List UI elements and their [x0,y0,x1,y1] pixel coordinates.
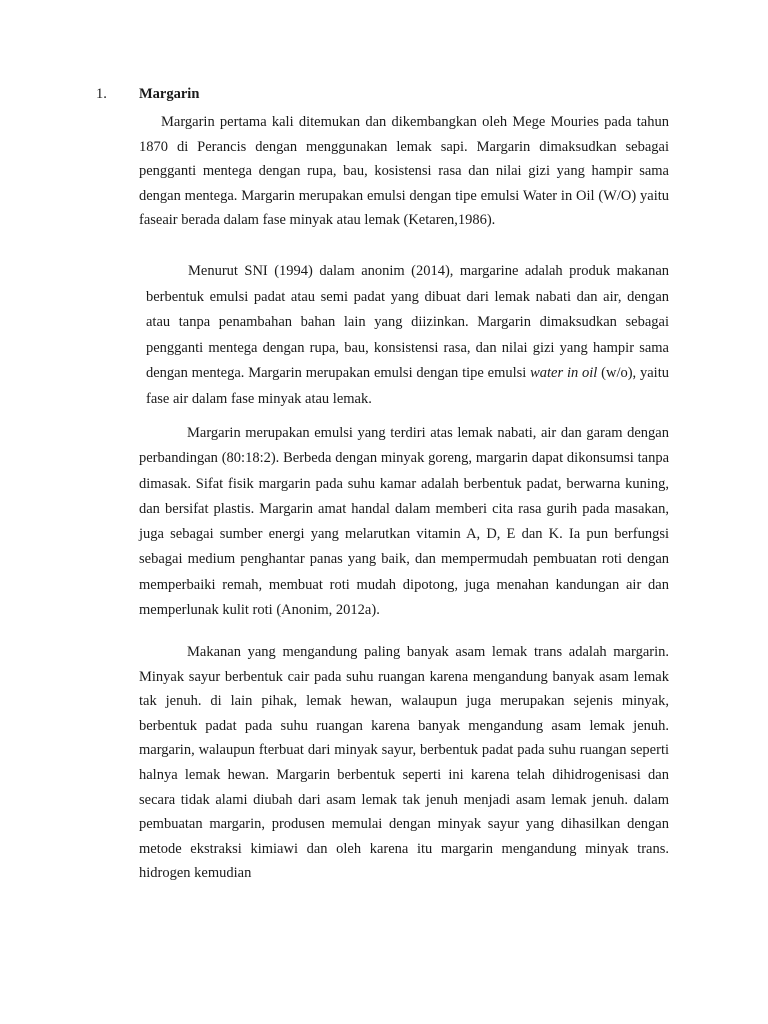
paragraph-definition-end: (w/o), yaitu fase air dalam fase minyak atau lemak. [146,365,669,407]
paragraph-definition-text: Menurut SNI (1994) dalam anonim (2014), margarine adalah produk makanan berbentuk emulsi padat atau semi padat yang dibuat dari lemak nabati dan air, dengan atau tanpa penambahan bahan lain yang diizinkan. Margarin dimaksudkan sebagai pengganti mentega dengan rupa, bau, konsistensi rasa, dan nilai gizi yang hampir sama dengan mentega. Margarin merupakan emulsi dengan tipe emulsi [146,263,669,381]
paragraph-composition: Margarin merupakan emulsi yang terdiri atas lemak nabati, air dan garam dengan perbandingan (80:18:2). Berbeda dengan minyak goreng, margarin dapat dikonsumsi tanpa dimasak. Sifat fisik margarin pada suhu kamar adalah berbentuk padat, berwarna kuning, dan bersifat plastis. Margarin amat handal dalam memberi cita rasa gurih pada masakan, juga sebagai sumber energi yang melarutkan vitamin A, D, E dan K. Ia pun berfungsi sebagai medium penghantar panas yang baik, dan mempermudah pembuatan roti dengan memperbaiki remah, membuat roti mudah dipotong, juga menahan kandungan air dan memperlunak kulit roti (Anonim, 2012a). [139,425,669,619]
paragraph-history: Margarin pertama kali ditemukan dan dikembangkan oleh Mege Mouries pada tahun 1870 di Perancis dengan menggunakan lemak sapi. Margarin dimaksudkan sebagai pengganti mentega dengan rupa, bau, kosistensi rasa dan nilai gizi yang hampir sama dengan mentega. Margarin merupakan emulsi dengan tipe emulsi Water in Oil (W/O) yaitu faseair berada dalam fase minyak atau lemak (Ketaren,1986). [139,114,669,228]
section-heading [96,84,676,104]
section-title: Margarin [139,86,200,102]
paragraph-definition-italic: water in oil [530,365,598,381]
section-number: 1. [96,86,107,102]
paragraph-definition [146,259,669,412]
paragraph-trans-fat: Makanan yang mengandung paling banyak asam lemak trans adalah margarin. Minyak sayur berbentuk cair pada suhu ruangan karena mengandung banyak asam lemak tak jenuh. di lain pihak, lemak hewan, walaupun juga merupakan sejenis minyak, berbentuk padat pada suhu ruangan karena banyak mengandung asam lemak jenuh. margarin, walaupun fterbuat dari minyak sayur, berbentuk padat pada suhu ruangan seperti halnya lemak hewan. Margarin berbentuk seperti ini karena telah dihidrogenisasi dan secara tidak alami diubah dari asam lemak tak jenuh menjadi asam lemak jenuh. dalam pembuatan margarin, produsen memulai dengan minyak sayur yang dihasilkan dengan metode ekstraksi kimiawi dan oleh karena itu margarin mengandung minyak trans. hidrogen kemudian [139,644,669,882]
